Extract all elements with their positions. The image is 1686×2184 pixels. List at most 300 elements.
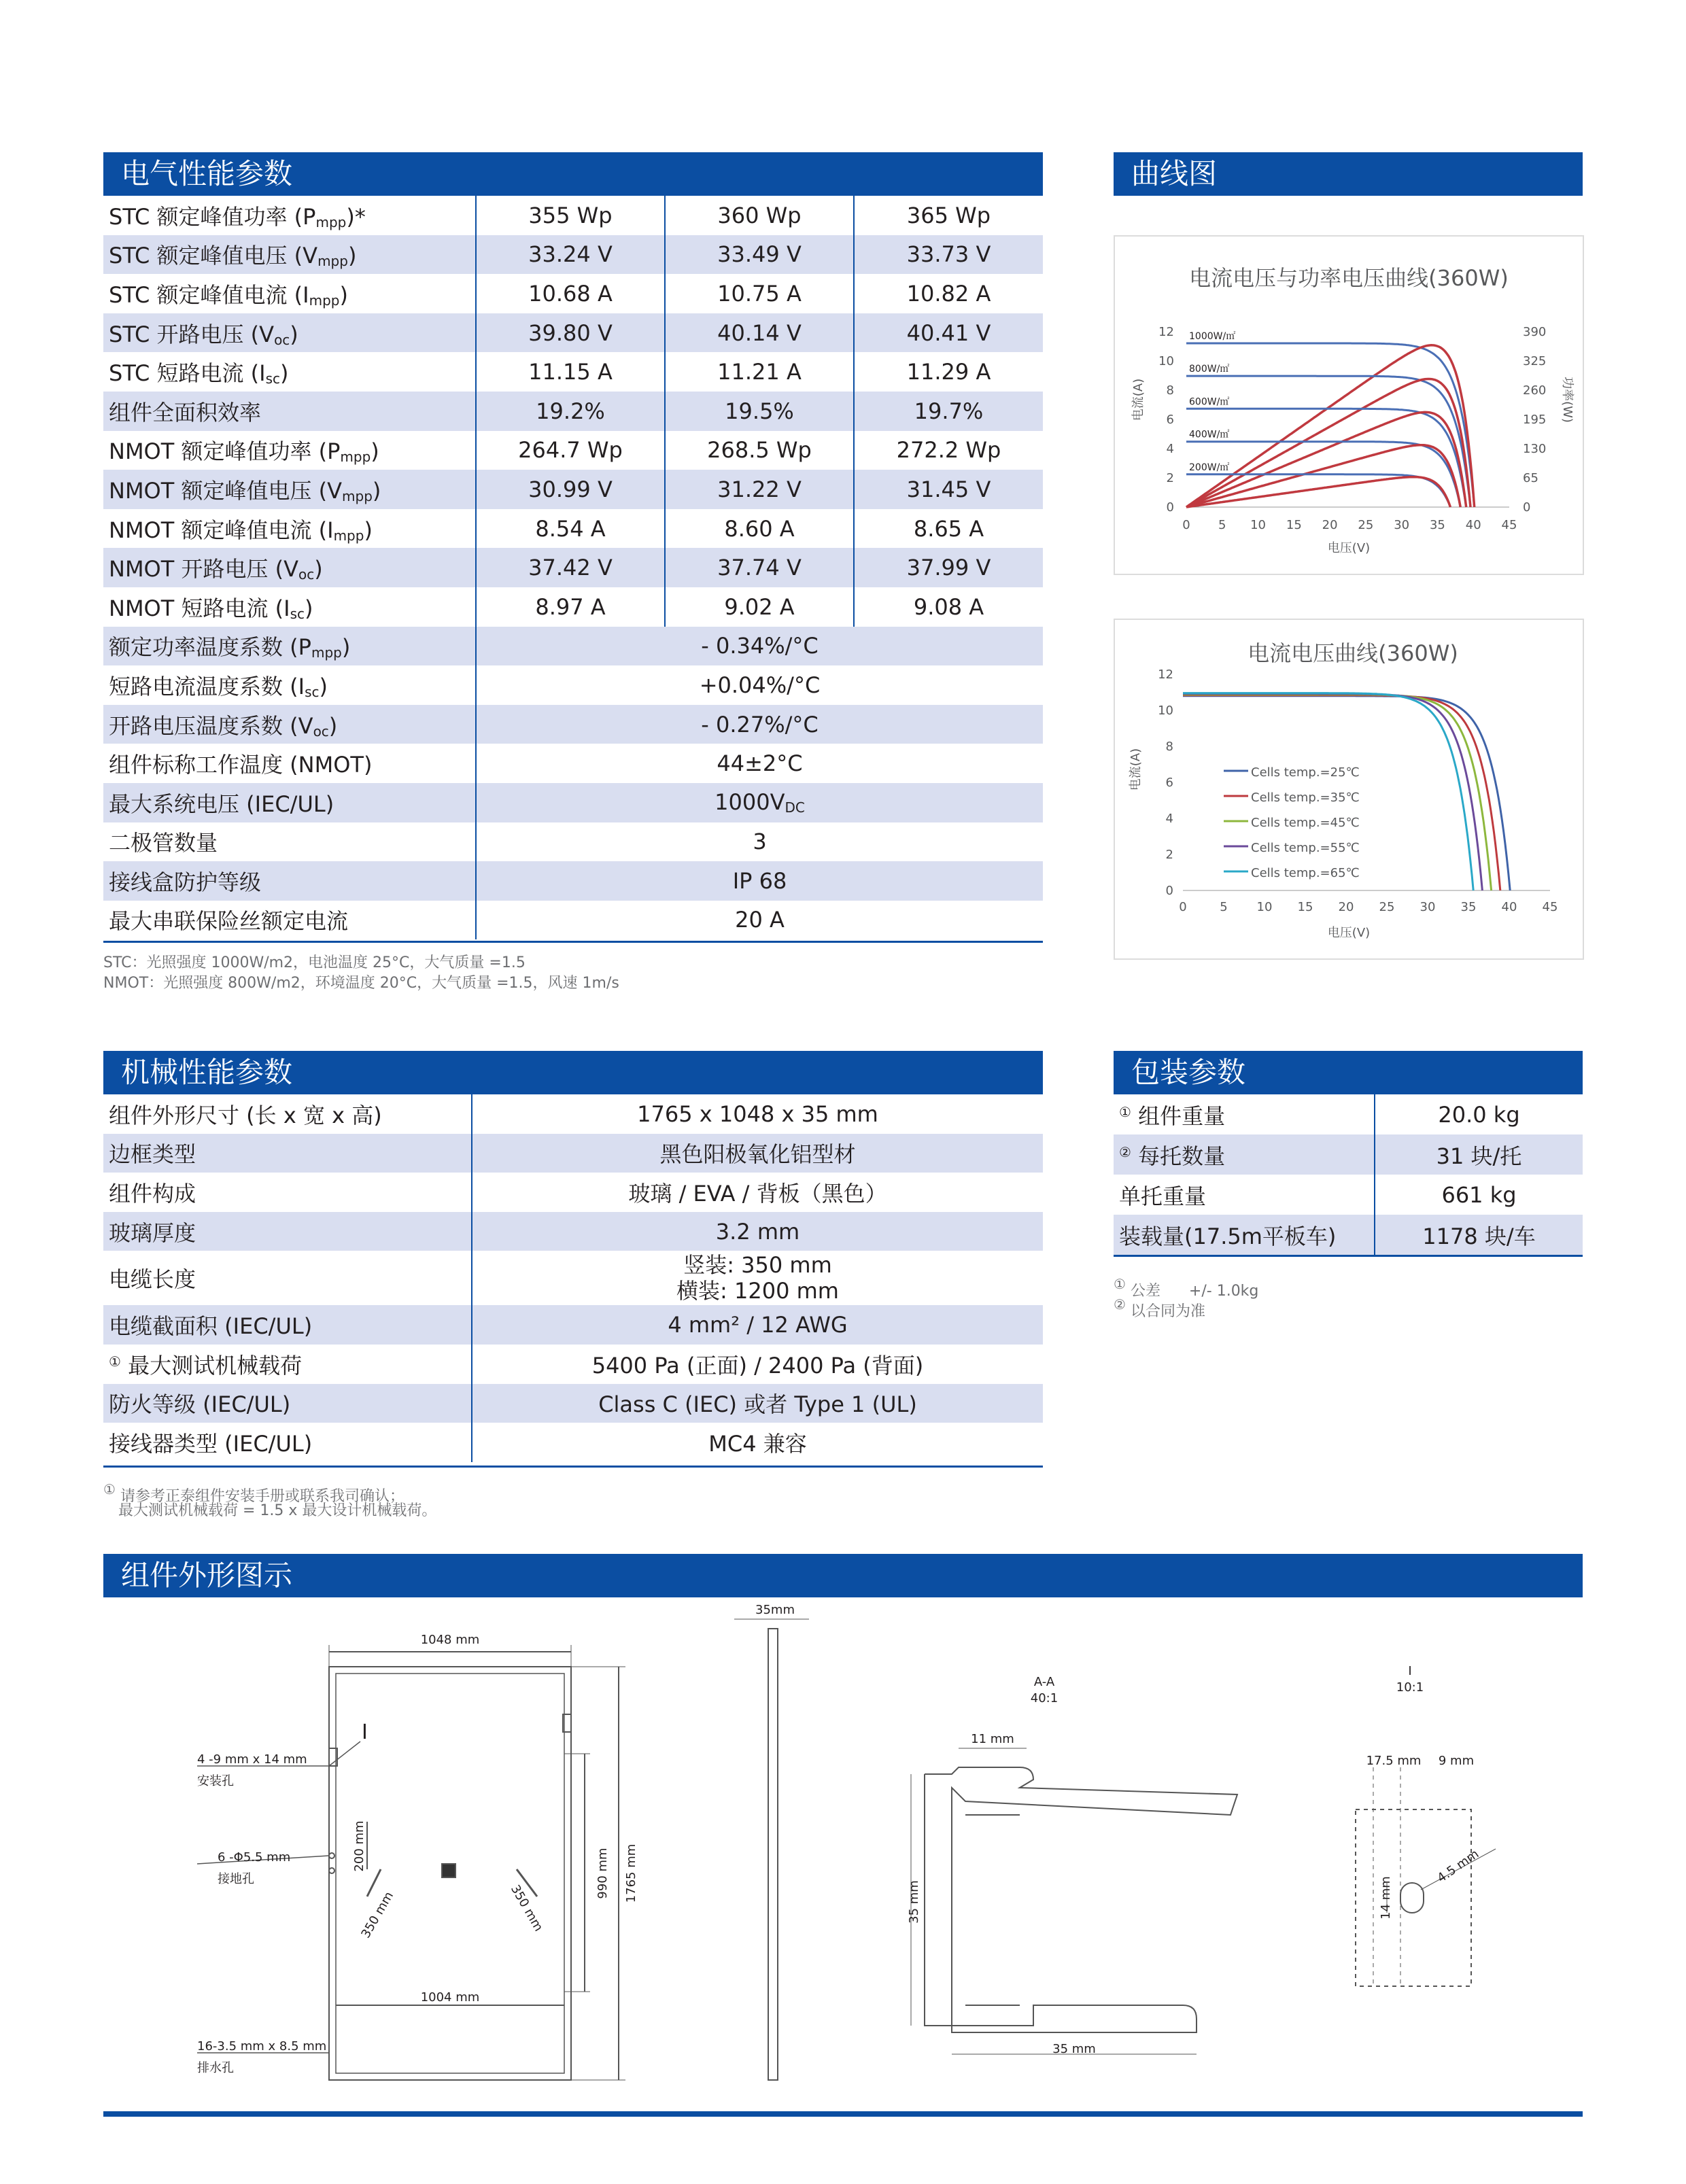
table-cell: 37.42 V	[476, 548, 665, 587]
y-tick-label: 0	[1165, 884, 1173, 898]
x-axis-label: 电压(V)	[1327, 541, 1371, 555]
chart-title: 电流电压曲线(360W)	[1248, 640, 1458, 666]
row-label	[103, 1094, 472, 1134]
table-row	[103, 744, 1043, 783]
label-text: 最大串联保险丝额定电流	[109, 908, 349, 935]
ground-hole-cn: 接地孔	[218, 1872, 254, 1886]
pv-curve-2	[1186, 412, 1466, 507]
table-cell: 37.74 V	[665, 548, 854, 587]
table-row	[103, 783, 1043, 822]
detail-9-label: 9 mm	[1438, 1754, 1475, 1768]
table-cell: 31.22 V	[665, 470, 854, 509]
row-label	[1114, 1175, 1375, 1215]
detail-callout: I	[362, 1720, 368, 1744]
cell-value: Class C (IEC) 或者 Type 1 (UL)	[598, 1391, 917, 1418]
label-text: 玻璃厚度	[109, 1219, 196, 1246]
cell-value: 5400 Pa (正面) / 2400 Pa (背面)	[591, 1352, 924, 1379]
label-text: STC 额定峰值电流 (I	[109, 281, 309, 308]
label-text: STC 短路电流 (I	[109, 360, 266, 387]
cell-value: - 0.34%/°C	[701, 633, 819, 659]
table-row	[103, 665, 1043, 705]
footer-rule	[103, 2111, 1583, 2117]
table-row	[103, 1423, 1043, 1462]
x-tick-label: 35	[1429, 518, 1445, 532]
y2-tick-label: 130	[1523, 442, 1547, 456]
y2-tick-label: 195	[1523, 413, 1547, 427]
pack-note-1-mark: ①	[1114, 1276, 1126, 1292]
table-cell: 30.99 V	[476, 470, 665, 509]
label-subscript: oc	[298, 566, 315, 583]
table-cell: 365 Wp	[854, 196, 1043, 235]
table-cell	[476, 822, 1043, 862]
y-tick-label: 4	[1166, 442, 1174, 456]
footnote-mark: ①	[1119, 1103, 1131, 1120]
iv-temp-chart-svg	[1115, 620, 1583, 958]
label-tail: )	[328, 712, 338, 739]
cell-value: 竖装: 350 mm	[683, 1252, 832, 1279]
electrical-table	[103, 196, 1043, 939]
label-tail: )	[372, 477, 381, 504]
cell-value: 44±2°C	[717, 750, 803, 777]
section-label: A-A	[1033, 1675, 1055, 1689]
iv-temp-chart	[1114, 619, 1584, 960]
label-subscript: oc	[313, 723, 329, 740]
label-text: 短路电流温度系数 (I	[109, 673, 305, 699]
cell-value: 4 mm² / 12 AWG	[668, 1312, 848, 1338]
label-text: NMOT 开路电压 (V	[109, 556, 299, 583]
label-subscript: mpp	[340, 449, 371, 466]
x-tick-label: 20	[1338, 900, 1354, 914]
cell-value: IP 68	[732, 867, 787, 894]
cell-value: 3	[753, 829, 767, 855]
label-text: 接线器类型 (IEC/UL)	[109, 1430, 313, 1457]
pack-note-2	[1114, 1294, 1205, 1322]
row-label	[103, 627, 476, 666]
table-row	[103, 627, 1043, 666]
legend-label: Cells temp.=55℃	[1251, 841, 1360, 855]
mount-hole-label: 4 -9 mm x 14 mm	[197, 1752, 307, 1767]
legend-label: Cells temp.=45℃	[1251, 816, 1360, 830]
packaging-table	[1114, 1094, 1583, 1255]
row-label	[103, 196, 476, 235]
row-label	[103, 1212, 472, 1251]
mechanical-header	[103, 1051, 1043, 1094]
cell-value: +0.04%/°C	[699, 672, 821, 698]
legend-label: Cells temp.=65℃	[1251, 866, 1360, 880]
label-text: 组件外形尺寸 (长 x 宽 x 高)	[109, 1102, 382, 1128]
detail-slot	[1400, 1883, 1424, 1913]
table-cell: 355 Wp	[476, 196, 665, 235]
table-cell	[476, 861, 1043, 901]
label-text: 单托重量	[1119, 1183, 1207, 1209]
curves-header	[1114, 152, 1583, 196]
table-cell	[476, 705, 1043, 744]
label-text: 边框类型	[109, 1141, 196, 1168]
cell-value: 3.2 mm	[715, 1218, 800, 1245]
row-label	[103, 274, 476, 313]
table-row	[103, 1212, 1043, 1251]
detail-14-label: 14 mm	[1379, 1876, 1393, 1920]
y-tick-label: 12	[1158, 668, 1173, 682]
detail-label: I	[1408, 1664, 1412, 1678]
table-cell: 31 块/托	[1375, 1134, 1583, 1175]
row-label	[103, 1173, 472, 1212]
y-axis-label: 电流(A)	[1129, 748, 1143, 791]
table-row	[103, 1345, 1043, 1384]
label-tail: )	[341, 634, 351, 661]
label-subscript: sc	[265, 370, 281, 387]
table-cell: 8.65 A	[854, 509, 1043, 549]
x-tick-label: 40	[1501, 900, 1517, 914]
iv-curve-2	[1186, 409, 1466, 507]
table-cell: 40.14 V	[665, 313, 854, 353]
mech-note-2: 最大测试机械载荷 = 1.5 x 最大设计机械载荷。	[118, 1502, 437, 1519]
row-label	[103, 392, 476, 431]
table-row	[1114, 1094, 1583, 1134]
detail-175-label: 17.5 mm	[1366, 1754, 1422, 1768]
x-tick-label: 45	[1501, 518, 1517, 532]
table-cell: 10.82 A	[854, 274, 1043, 313]
y-tick-label: 2	[1165, 848, 1173, 862]
electrical-header	[103, 152, 1043, 196]
pack-note-2-mark: ②	[1114, 1296, 1126, 1313]
table-cell	[472, 1094, 1043, 1134]
table-cell: 360 Wp	[665, 196, 854, 235]
row-label	[103, 1345, 472, 1384]
cell-value-2: 横装: 1200 mm	[676, 1278, 839, 1304]
row-label	[1114, 1215, 1375, 1255]
row-label	[103, 587, 476, 627]
irradiance-label: 200W/㎡	[1189, 462, 1230, 473]
table-row	[1114, 1215, 1583, 1255]
table-row	[103, 470, 1043, 509]
pack-note-1-text: 公差	[1130, 1283, 1160, 1300]
dim-width-label: 1048 mm	[420, 1633, 480, 1647]
detail-leader	[329, 1741, 360, 1766]
label-text: 二极管数量	[109, 830, 218, 856]
label-text: 每托数量	[1138, 1143, 1226, 1169]
mechanical-title: 机械性能参数	[121, 1056, 293, 1089]
row-label	[103, 705, 476, 744]
x-tick-label: 0	[1179, 900, 1187, 914]
label-text: 组件标称工作温度 (NMOT)	[109, 752, 373, 778]
chart-title: 电流电压与功率电压曲线(360W)	[1189, 265, 1509, 291]
y2-axis-label: 功率(W)	[1560, 377, 1575, 423]
table-cell: 8.97 A	[476, 587, 665, 627]
row-label	[103, 470, 476, 509]
irradiance-label: 800W/㎡	[1189, 364, 1230, 375]
row-label	[103, 1134, 472, 1173]
table-cell	[472, 1251, 1043, 1305]
y-tick-label: 4	[1165, 812, 1173, 826]
label-subscript: mpp	[309, 292, 340, 309]
table-cell: 33.73 V	[854, 235, 1043, 275]
y2-tick-label: 325	[1523, 354, 1547, 368]
row-label	[103, 352, 476, 392]
row-label	[103, 1251, 472, 1305]
table-row	[103, 901, 1043, 940]
cell-value: - 0.27%/°C	[701, 711, 819, 738]
y-tick-label: 10	[1158, 704, 1173, 718]
y2-tick-label: 65	[1523, 471, 1538, 485]
table-row	[103, 822, 1043, 862]
x-tick-label: 5	[1220, 900, 1228, 914]
table-row	[103, 548, 1043, 587]
cell-value: 20 A	[735, 907, 785, 933]
packaging-title: 包装参数	[1131, 1056, 1246, 1089]
dim-1004-label: 1004 mm	[420, 1990, 480, 2005]
label-text: 开路电压温度系数 (V	[109, 712, 313, 739]
label-tail: )	[319, 673, 328, 699]
y-tick-label: 12	[1158, 325, 1174, 339]
y-tick-label: 8	[1165, 740, 1173, 754]
label-subscript: oc	[274, 331, 290, 348]
side-view	[768, 1629, 778, 2080]
legend-label: Cells temp.=35℃	[1251, 791, 1360, 805]
row-label	[103, 431, 476, 470]
table-cell: 19.5%	[665, 392, 854, 431]
y-tick-label: 8	[1166, 383, 1174, 398]
table-cell: 11.21 A	[665, 352, 854, 392]
label-text: NMOT 短路电流 (I	[109, 595, 290, 621]
cell-subscript: DC	[785, 799, 805, 816]
row-label	[103, 901, 476, 940]
table-row	[103, 235, 1043, 275]
label-tail: )	[304, 595, 313, 621]
label-text: 最大测试机械载荷	[128, 1352, 303, 1379]
y2-tick-label: 260	[1523, 383, 1547, 398]
table-cell: 31.45 V	[854, 470, 1043, 509]
pv-curve-4	[1186, 477, 1450, 507]
packaging-table-bottom-rule	[1114, 1255, 1583, 1257]
x-tick-label: 10	[1256, 900, 1273, 914]
dim-200-label: 200 mm	[352, 1820, 366, 1872]
label-tail: )	[314, 556, 323, 583]
table-cell	[472, 1423, 1043, 1462]
mount-hole-cn: 安装孔	[197, 1774, 234, 1788]
label-subscript: mpp	[311, 644, 342, 661]
table-row	[103, 1134, 1043, 1173]
table-cell: 9.08 A	[854, 587, 1043, 627]
table-row	[103, 352, 1043, 392]
y-tick-label: 10	[1158, 354, 1174, 368]
label-subscript: sc	[290, 605, 305, 622]
dim-350b-label: 350 mm	[507, 1882, 546, 1935]
label-subscript: mpp	[333, 527, 364, 544]
label-tail: )*	[346, 203, 366, 230]
table-cell	[472, 1305, 1043, 1345]
label-text: STC 开路电压 (V	[109, 321, 275, 347]
label-text: 防火等级 (IEC/UL)	[109, 1391, 291, 1418]
row-label	[103, 235, 476, 275]
footnote-mark: ①	[109, 1353, 121, 1370]
curves-title: 曲线图	[1131, 157, 1218, 190]
table-row	[103, 431, 1043, 470]
row-label	[103, 783, 476, 822]
table-row	[1114, 1175, 1583, 1215]
table-cell: 1178 块/车	[1375, 1215, 1583, 1255]
side-thickness-label: 35mm	[755, 1603, 795, 1617]
drawing-title: 组件外形图示	[121, 1559, 293, 1592]
y2-tick-label: 390	[1523, 325, 1547, 339]
ground-hole-2	[329, 1868, 334, 1873]
x-tick-label: 35	[1460, 900, 1477, 914]
mechanical-table	[103, 1094, 1043, 1462]
cell-value: 1765 x 1048 x 35 mm	[637, 1100, 878, 1127]
section-35v-label: 35 mm	[907, 1880, 921, 1924]
table-cell	[476, 665, 1043, 705]
table-row	[103, 274, 1043, 313]
ground-hole-1	[329, 1853, 334, 1858]
footnote-mark: ②	[1119, 1143, 1131, 1160]
row-label	[1114, 1134, 1375, 1175]
drain-hole-label: 16-3.5 mm x 8.5 mm	[197, 2039, 327, 2053]
mech-note-mark: ①	[103, 1481, 116, 1497]
table-cell: 19.2%	[476, 392, 665, 431]
y-tick-label: 2	[1166, 471, 1174, 485]
label-text: NMOT 额定峰值电流 (I	[109, 517, 334, 543]
electrical-table-bottom-rule	[103, 941, 1043, 943]
detail-scale: 10:1	[1396, 1680, 1424, 1695]
label-text: 组件重量	[1138, 1103, 1226, 1129]
table-cell: 268.5 Wp	[665, 431, 854, 470]
label-text: STC 额定峰值电压 (V	[109, 243, 318, 269]
table-cell	[472, 1173, 1043, 1212]
dim-350a-label: 350 mm	[358, 1889, 397, 1941]
x-tick-label: 30	[1394, 518, 1410, 532]
table-cell	[476, 783, 1043, 822]
table-cell	[472, 1134, 1043, 1173]
table-row	[103, 1305, 1043, 1345]
x-tick-label: 10	[1250, 518, 1267, 532]
y-tick-label: 6	[1165, 776, 1173, 790]
drain-hole-cn: 排水孔	[197, 2061, 234, 2075]
label-tail: )	[347, 243, 357, 269]
section-35h-label: 35 mm	[1052, 2042, 1096, 2056]
label-text: NMOT 额定峰值功率 (P	[109, 438, 341, 465]
pack-note-2-text: 以合同为准	[1130, 1303, 1205, 1320]
table-cell: 8.60 A	[665, 509, 854, 549]
x-tick-label: 20	[1322, 518, 1338, 532]
row-label	[103, 744, 476, 783]
label-tail: )	[339, 281, 348, 308]
label-tail: )	[364, 517, 373, 543]
x-tick-label: 15	[1286, 518, 1302, 532]
label-text: 接线盒防护等级	[109, 869, 262, 895]
row-label	[103, 509, 476, 549]
label-tail: )	[290, 321, 298, 347]
table-row	[103, 861, 1043, 901]
label-subscript: sc	[305, 683, 320, 700]
label-text: 装载量(17.5m平板车)	[1119, 1223, 1337, 1249]
table-cell: 661 kg	[1375, 1175, 1583, 1215]
table-row	[103, 705, 1043, 744]
table-cell	[472, 1345, 1043, 1384]
table-row	[103, 587, 1043, 627]
drawing-header	[103, 1554, 1583, 1597]
table-row	[103, 392, 1043, 431]
x-tick-label: 25	[1379, 900, 1395, 914]
table-row	[103, 313, 1043, 353]
table-row	[103, 196, 1043, 235]
module-drawing	[0, 1597, 1686, 2107]
legend-label: Cells temp.=25℃	[1251, 765, 1360, 780]
table-row	[1114, 1134, 1583, 1175]
table-cell: 19.7%	[854, 392, 1043, 431]
section-11-label: 11 mm	[971, 1732, 1014, 1746]
label-tail: )	[371, 438, 379, 465]
pack-note-1-value: +/- 1.0kg	[1188, 1283, 1259, 1300]
electrical-title: 电气性能参数	[121, 157, 293, 190]
cell-value: MC4 兼容	[708, 1430, 807, 1457]
table-cell: 264.7 Wp	[476, 431, 665, 470]
section-scale: 40:1	[1030, 1691, 1059, 1705]
table-cell	[476, 901, 1043, 940]
table-cell: 37.99 V	[854, 548, 1043, 587]
label-text: NMOT 额定峰值电压 (V	[109, 477, 343, 504]
table-cell: 272.2 Wp	[854, 431, 1043, 470]
label-text: 电缆长度	[109, 1266, 196, 1293]
label-text: 最大系统电压 (IEC/UL)	[109, 791, 334, 817]
table-row	[103, 1251, 1043, 1305]
stc-note: STC：光照强度 1000W/m2，电池温度 25°C，大气质量 =1.5	[103, 954, 526, 971]
row-label	[103, 1384, 472, 1423]
dim-height-label: 1765 mm	[624, 1843, 638, 1903]
table-cell: 33.49 V	[665, 235, 854, 275]
label-tail: )	[280, 360, 289, 387]
x-tick-label: 25	[1358, 518, 1374, 532]
irradiance-label: 1000W/㎡	[1189, 330, 1236, 342]
table-cell: 33.24 V	[476, 235, 665, 275]
table-row	[103, 1384, 1043, 1423]
label-text: 电缆截面积 (IEC/UL)	[109, 1313, 313, 1340]
x-tick-label: 0	[1182, 518, 1190, 532]
y2-tick-label: 0	[1523, 500, 1531, 515]
label-text: 额定功率温度系数 (P	[109, 634, 311, 661]
cable-left	[367, 1869, 381, 1896]
table-cell	[476, 627, 1043, 666]
table-cell: 9.02 A	[665, 587, 854, 627]
y-tick-label: 6	[1166, 413, 1174, 427]
table-cell: 20.0 kg	[1375, 1094, 1583, 1134]
table-row	[103, 509, 1043, 549]
packaging-header	[1114, 1051, 1583, 1094]
row-label	[103, 1423, 472, 1462]
table-cell	[472, 1212, 1043, 1251]
table-cell: 10.75 A	[665, 274, 854, 313]
label-subscript: mpp	[317, 253, 348, 270]
y-axis-label: 电流(A)	[1131, 378, 1146, 421]
table-cell	[476, 744, 1043, 783]
x-tick-label: 15	[1297, 900, 1313, 914]
cell-value: 1000V	[715, 789, 785, 816]
table-cell: 40.41 V	[854, 313, 1043, 353]
label-text: STC 额定峰值功率 (P	[109, 203, 316, 230]
section-profile-upper	[925, 1767, 1237, 2026]
x-axis-label: 电压(V)	[1327, 926, 1371, 940]
table-row	[103, 1173, 1043, 1212]
x-tick-label: 5	[1218, 518, 1226, 532]
irradiance-label: 400W/㎡	[1189, 429, 1230, 440]
irradiance-label: 600W/㎡	[1189, 396, 1230, 408]
iv-pv-chart	[1114, 235, 1584, 575]
row-label	[103, 313, 476, 353]
detail-45-label: 4.5 mm	[1434, 1846, 1482, 1886]
x-tick-label: 40	[1465, 518, 1481, 532]
y-tick-label: 0	[1166, 500, 1174, 515]
row-label	[103, 1305, 472, 1345]
iv-pv-chart-svg	[1115, 237, 1583, 574]
